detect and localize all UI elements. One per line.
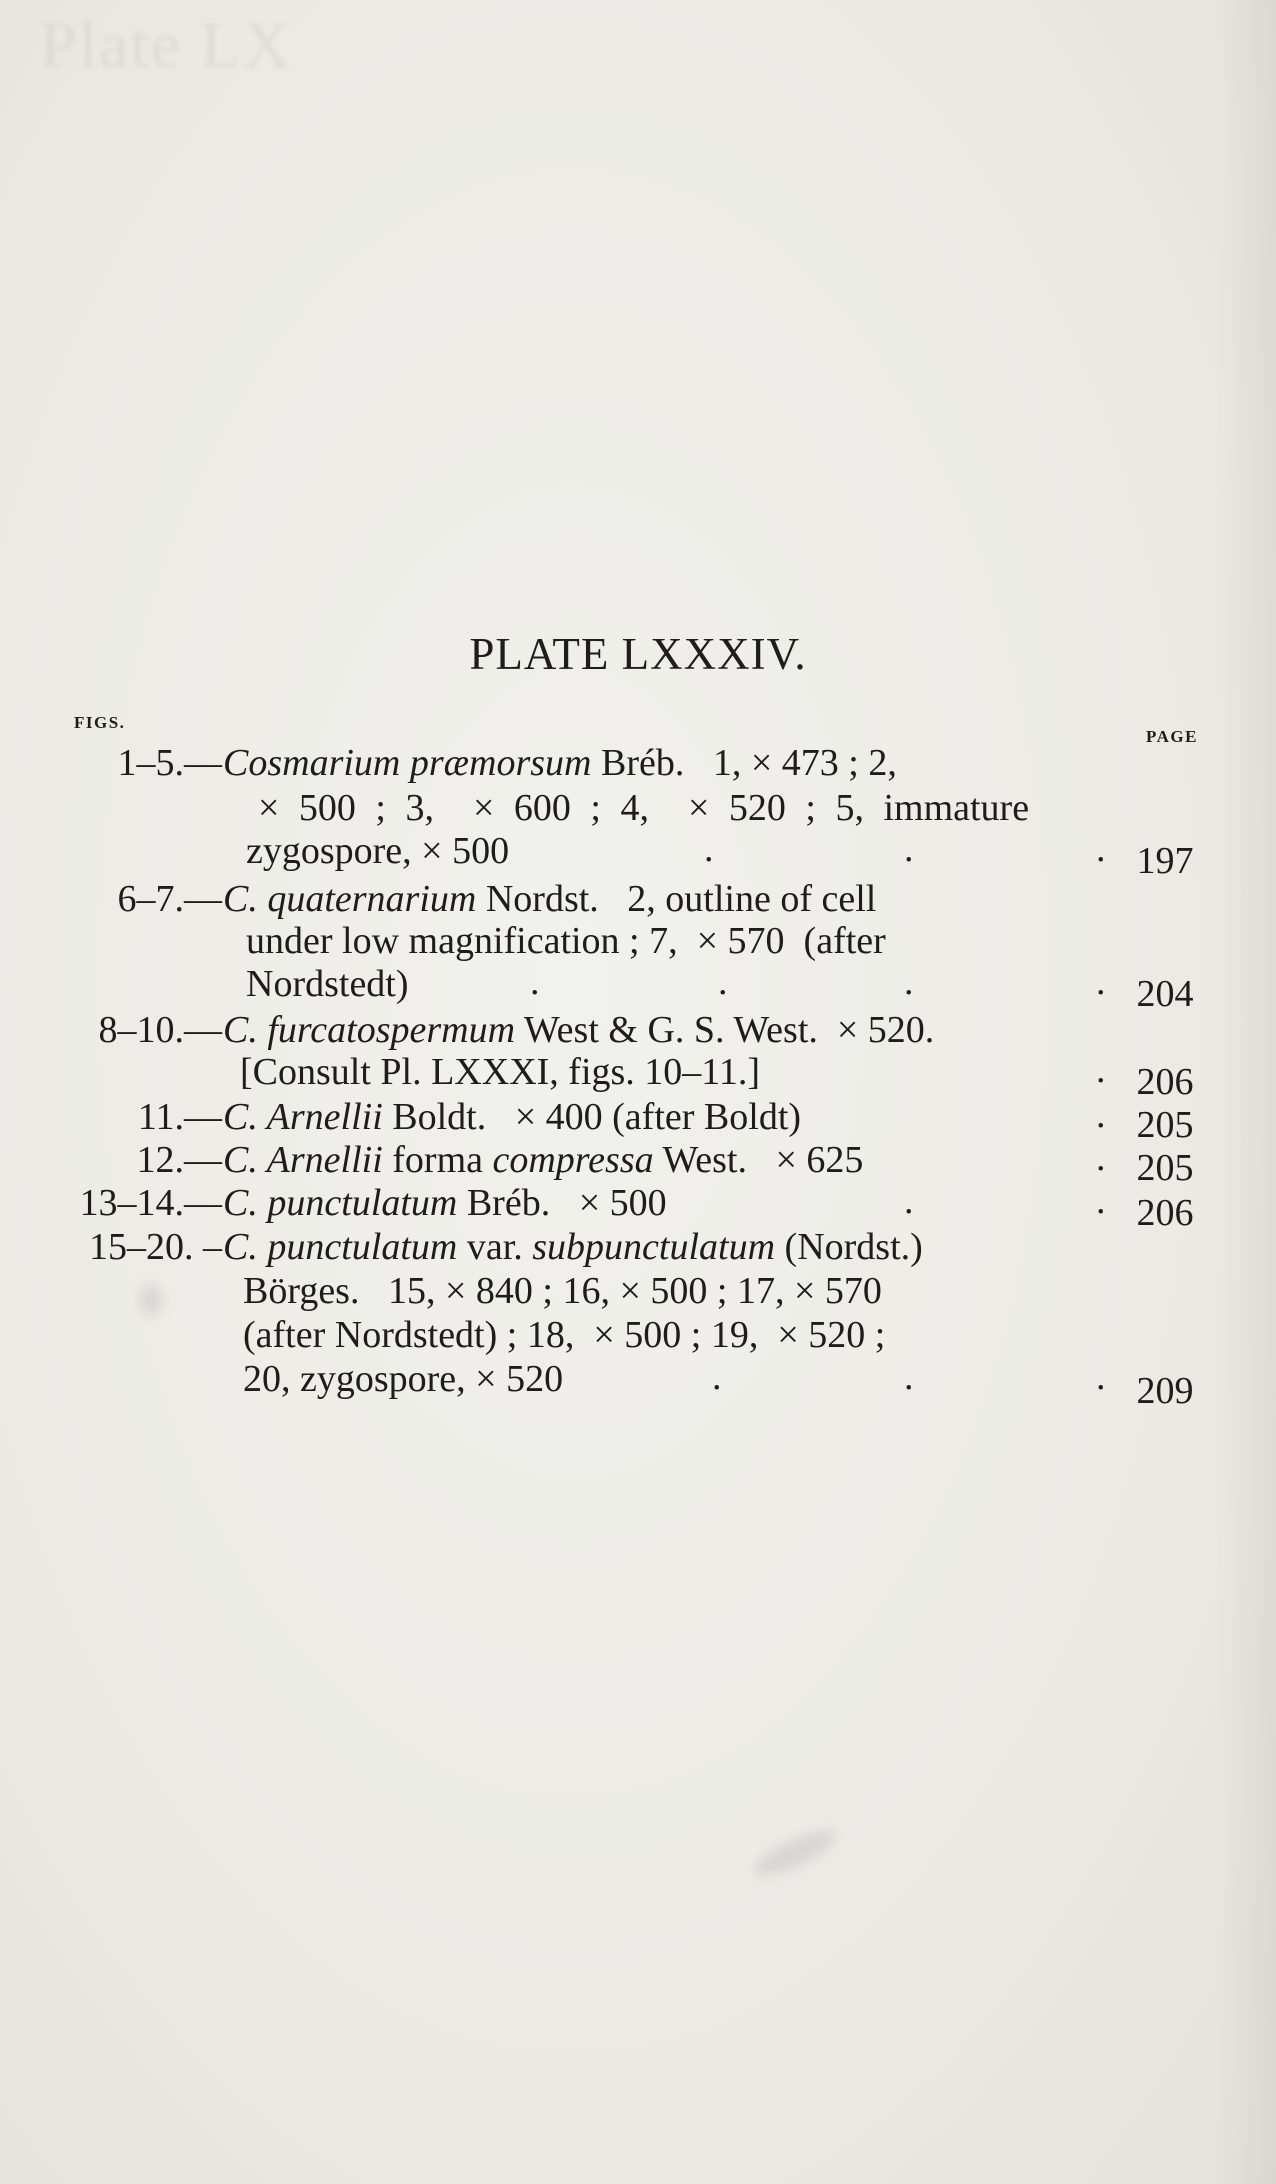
- page-number: 205: [1136, 1147, 1194, 1189]
- page-number: 204: [1136, 973, 1194, 1015]
- entry-text-line: under low magnification ; 7, × 570 (after: [246, 920, 886, 962]
- leader-dot: .: [904, 1356, 914, 1398]
- entry-text-line: C. Arnellii Boldt. × 400 (after Boldt): [223, 1096, 802, 1138]
- figure-number: 1–5.—: [117, 742, 222, 784]
- figure-number: 12.—: [136, 1139, 222, 1181]
- leader-dot: .: [1096, 1049, 1106, 1091]
- page-smudge: [140, 1285, 162, 1315]
- leader-dot: .: [904, 961, 914, 1003]
- entry-text-line: [Consult Pl. LXXXI, figs. 10–11.]: [240, 1051, 761, 1093]
- leader-dot: .: [1096, 1180, 1106, 1222]
- leader-dot: .: [1096, 828, 1106, 870]
- figure-number: 8–10.—: [98, 1009, 222, 1051]
- entry-text-line: C. quaternarium Nordst. 2, outline of cell: [223, 878, 877, 920]
- page-number: 197: [1136, 840, 1194, 882]
- entry-text-line: zygospore, × 500: [246, 830, 510, 872]
- leader-dot: .: [1096, 1356, 1106, 1398]
- leader-dot: .: [1096, 1094, 1106, 1136]
- page-smudge: [749, 1822, 842, 1884]
- leader-dot: .: [904, 1180, 914, 1222]
- leader-dot: .: [704, 828, 714, 870]
- entry-text-line: Nordstedt): [246, 963, 409, 1005]
- page-number: 206: [1136, 1061, 1194, 1103]
- leader-dot: .: [904, 828, 914, 870]
- figure-number: 11.—: [137, 1096, 222, 1138]
- entry-text-line: C. Arnellii forma compressa West. × 625: [223, 1139, 864, 1181]
- page-number: 205: [1136, 1104, 1194, 1146]
- entry-text-line: C. punctulatum var. subpunctulatum (Nordst.): [223, 1226, 923, 1268]
- figure-number: 6–7.—: [117, 878, 222, 920]
- entry-text-line: × 500 ; 3, × 600 ; 4, × 520 ; 5, immature: [258, 787, 1030, 829]
- leader-dot: .: [1096, 1137, 1106, 1179]
- entry-text-line: C. furcatospermum West & G. S. West. × 520.: [223, 1009, 935, 1051]
- entry-text-line: Cosmarium præmorsum Bréb. 1, × 473 ; 2,: [223, 742, 897, 784]
- entry-text-line: (after Nordstedt) ; 18, × 500 ; 19, × 520 ;: [243, 1314, 886, 1356]
- figs-column-label: FIGS.: [74, 713, 126, 732]
- page-number: 206: [1136, 1192, 1194, 1234]
- leader-dot: .: [718, 961, 728, 1003]
- plate-title: PLATE LXXXIV.: [469, 629, 807, 679]
- show-through-text: Plate LX: [40, 9, 293, 82]
- figure-number: 13–14.—: [79, 1182, 222, 1224]
- figure-number: 15–20. –: [89, 1226, 222, 1268]
- entry-text-line: C. punctulatum Bréb. × 500: [223, 1182, 667, 1224]
- page-column-label: PAGE: [1146, 727, 1198, 746]
- leader-dot: .: [530, 961, 540, 1003]
- leader-dot: .: [712, 1356, 722, 1398]
- entry-text-line: 20, zygospore, × 520: [243, 1358, 564, 1400]
- page-number: 209: [1136, 1370, 1194, 1412]
- leader-dot: .: [1096, 961, 1106, 1003]
- entry-text-line: Börges. 15, × 840 ; 16, × 500 ; 17, × 570: [243, 1270, 882, 1312]
